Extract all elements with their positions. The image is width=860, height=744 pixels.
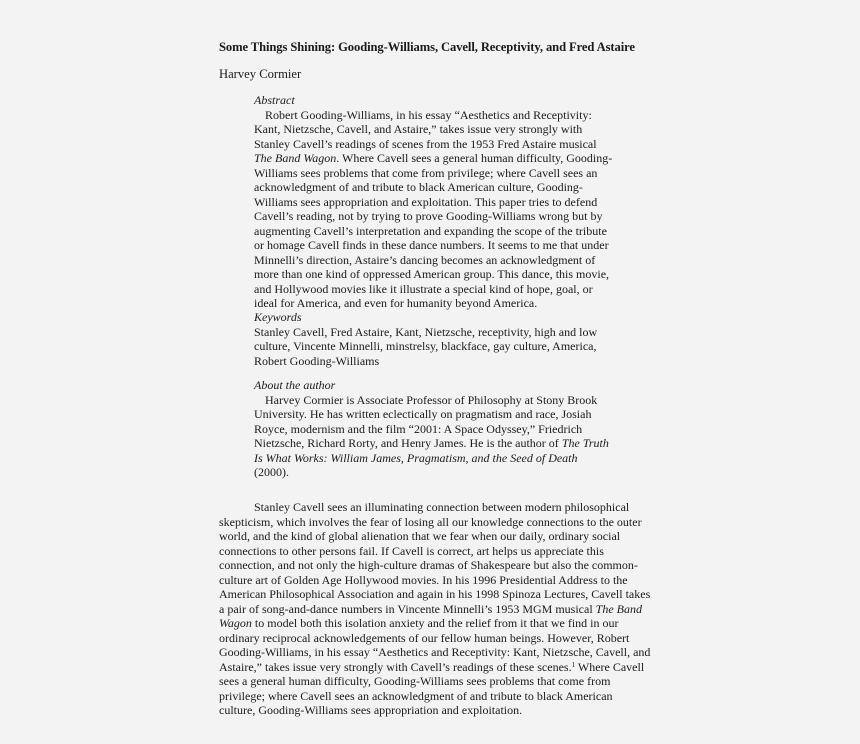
body-line: privilege; where Cavell sees an acknowledgment of and tribute to black American [219, 688, 613, 703]
abstract-line: and Hollywood movies like it illustrate a special kind of hope, goal, or [254, 281, 593, 296]
abstract-line: Robert Gooding-Williams, in his essay “Aesthetics and Receptivity: [265, 107, 592, 122]
abstract-line: augmenting Cavell’s interpretation and expanding the scope of the tribute [254, 223, 607, 238]
body-line: a pair of song-and-dance numbers in Vincente Minnelli’s 1953 MGM musical The Band [219, 601, 642, 616]
body-line: Stanley Cavell sees an illuminating connection between modern philosophical [254, 500, 630, 514]
about-author-line: University. He has written eclectically on pragmatism and race, Josiah [254, 407, 592, 421]
abstract-line: acknowledgment of and tribute to black American culture, Gooding- [254, 180, 583, 194]
about-author-line: (2000). [254, 465, 289, 479]
keywords-heading: Keywords [254, 310, 302, 324]
about-author-line: Nietzsche, Richard Rorty, and Henry James. He is the author of The Truth [254, 436, 609, 450]
body-paragraph [219, 500, 649, 718]
about-author-heading: About the author [254, 378, 336, 392]
paper-title: Some Things Shining: Gooding-Williams, Cavell, Receptivity, and Fred Astaire [219, 40, 635, 54]
body-line: connection, and not only the high-culture dramas of Shakespeare but also the common- [219, 558, 638, 572]
keywords-section [254, 310, 634, 368]
about-author-line: Royce, modernism and the film “2001: A Space Odyssey,” Friedrich [254, 421, 583, 436]
body-line: Wagon to model both this isolation anxiety and the relief from it that we find in our [219, 616, 619, 630]
abstract-line: Williams sees problems that come from privilege; where Cavell sees an [254, 165, 598, 180]
about-author-section [254, 378, 634, 480]
abstract-line: more than one kind of oppressed American group. This dance, this movie, [254, 267, 610, 281]
body-line: Astaire,” takes issue very strongly with Cavell’s readings of these scenes.$^1$ Where Cavell [219, 659, 645, 674]
body-line: culture, Gooding-Williams sees appropriation and exploitation. [219, 703, 523, 717]
footnote-marker[interactable]: 1 [571, 660, 576, 669]
abstract-line: Cavell’s reading, not by trying to prove Gooding-Williams wrong but by [254, 209, 603, 223]
body-line: connections to other persons fail. If Cavell is correct, art helps us appreciate this [219, 543, 604, 558]
body-line: world, and the kind of global alienation that we fear when our daily, ordinary social [219, 529, 621, 543]
abstract-line: Kant, Nietzsche, Cavell, and Astaire,” takes issue very strongly with [254, 122, 583, 136]
film-title: The Band Wagon [254, 151, 337, 165]
body-line: ordinary reciprocal acknowledgements of our fellow human beings. However, Robert [219, 630, 630, 645]
abstract-heading: Abstract [254, 93, 295, 107]
body-line: sees a general human difficulty, Gooding-Williams sees problems that come from [219, 674, 611, 688]
keywords-line: Stanley Cavell, Fred Astaire, Kant, Nietzsche, receptivity, high and low [254, 324, 598, 339]
abstract-section [254, 93, 634, 311]
author-name: Harvey Cormier [219, 67, 302, 81]
abstract-line: or homage Cavell finds in these dance numbers. It seems to me that under [254, 238, 609, 252]
body-line: skepticism, which involves the fear of losing all our knowledge connections to the outer [219, 514, 642, 529]
body-line: culture art of Golden Age Hollywood movies. In his 1996 Presidential Address to the [219, 572, 628, 587]
abstract-line: Williams sees appropriation and exploitation. This paper tries to defend [254, 194, 598, 209]
about-author-line: Harvey Cormier is Associate Professor of Philosophy at Stony Brook [265, 392, 598, 407]
abstract-line: ideal for America, and even for humanity beyond America. [254, 296, 538, 310]
about-author-line [254, 451, 634, 466]
film-title: The Band [595, 601, 642, 616]
body-line: Gooding-Williams, in his essay “Aesthetics and Receptivity: Kant, Nietzsche, Cavell, and [219, 645, 651, 659]
body-line: American Philosophical Association and again in his 1998 Spinoza Lectures, Cavell takes [219, 587, 651, 601]
abstract-line: The Band Wagon. Where Cavell sees a general human difficulty, Gooding- [254, 151, 613, 165]
abstract-line: Stanley Cavell’s readings of scenes from the 1953 Fred Astaire musical [254, 136, 597, 151]
abstract-line: Minnelli’s direction, Astaire’s dancing becomes an acknowledgment of [254, 252, 596, 267]
book-title: The Truth [561, 436, 609, 450]
book-title: Is What Works: William James, Pragmatism, and the Seed of Death [254, 450, 578, 465]
film-title: Wagon [219, 616, 252, 630]
keywords-line: culture, Vincente Minnelli, minstrelsy, blackface, gay culture, America, [254, 339, 597, 353]
keywords-line: Robert Gooding-Williams [254, 353, 380, 368]
